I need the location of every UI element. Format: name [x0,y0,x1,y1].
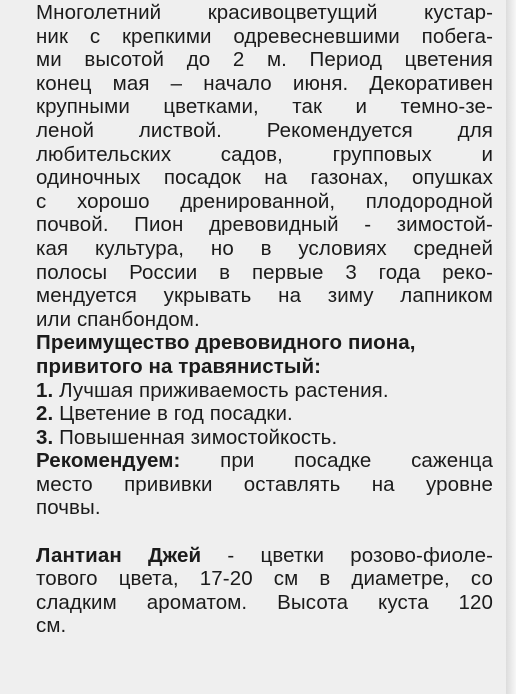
variety-text: - цветки розово-фиоле- [201,543,493,567]
advantage-text: Лучшая приживаемость растения. [59,378,389,402]
variety-line: сладким ароматом. Высота куста 120 [36,590,493,614]
advantage-text: Цветение в год посадки. [59,402,293,426]
advantage-item [36,379,493,403]
label-text [36,1,493,638]
description-line: одиночных посадок на газонах, опушках [36,166,493,190]
advantage-number: 3. [36,425,54,449]
description-line: кая культура, но в условиях средней [36,236,493,260]
description-line: крупными цветками, так и темно-зе- [36,95,493,119]
description-line: конец мая – начало июня. Декоративен [36,71,493,95]
variety-line: тового цвета, 17-20 см в диаметре, со [36,567,493,591]
description-line: или спанбондом. [36,307,200,331]
section-spacer [36,520,493,544]
recommendation-line: место прививки оставлять на уровне [36,472,493,496]
recommendation-label: Рекомендуем: [36,449,181,473]
advantage-number: 2. [36,402,54,426]
description-line: леной листвой. Рекомендуется для [36,118,493,142]
variety-line [36,544,493,568]
advantage-text: Повышенная зимостойкость. [59,425,338,449]
advantages-heading: Преимущество древовидного пиона, [36,331,416,355]
advantage-item [36,426,493,450]
page-edge [506,0,516,694]
description-line: ми высотой до 2 м. Период цветения [36,48,493,72]
description-line: полосы России в первые 3 года реко- [36,260,493,284]
variety-line: см. [36,614,67,638]
description-line: Многолетний красивоцветущий кустар- [36,1,493,24]
recommendation-line [36,449,493,473]
advantage-number: 1. [36,378,54,402]
advantages-heading: привитого на травянистый: [36,354,322,378]
description-line: с хорошо дренированной, плодородной [36,189,493,213]
variety-name: Лантиан Джей [36,543,202,567]
recommendation-text: при посадке саженца [180,449,493,473]
description-line: почвой. Пион древовидный - зимостой- [36,213,493,237]
description-line: мендуется укрывать на зиму лапником [36,284,493,308]
description-line: ник с крепкими одревесневшими побега- [36,24,493,48]
recommendation-line: почвы. [36,496,101,520]
description-line: любительских садов, групповых и [36,142,493,166]
advantage-item [36,402,493,426]
